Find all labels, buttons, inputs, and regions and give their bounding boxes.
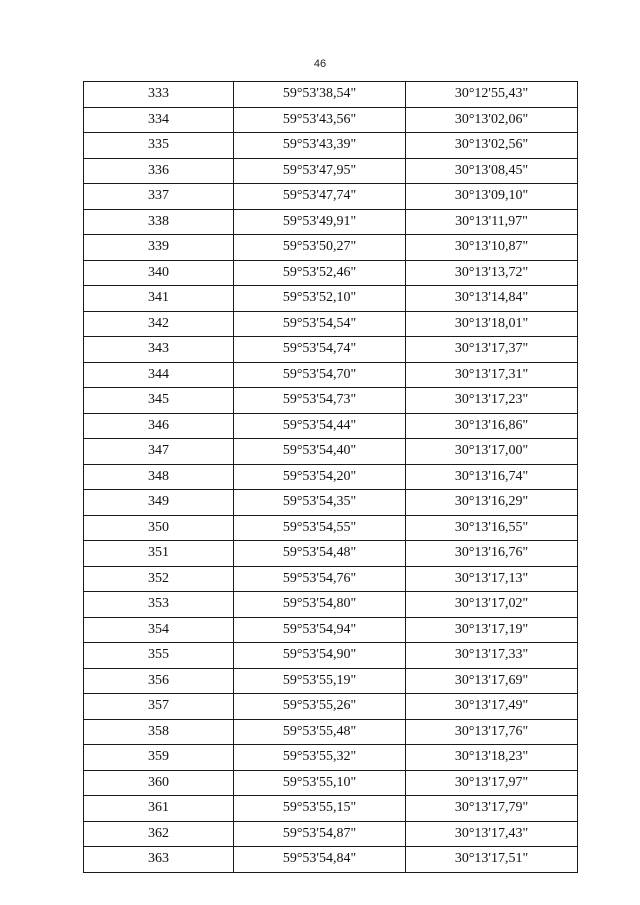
longitude-cell: 30°13'02,06" (406, 107, 578, 133)
longitude-cell: 30°13'17,76" (406, 719, 578, 745)
latitude-cell: 59°53'55,26" (234, 694, 406, 720)
table-row (84, 158, 578, 184)
longitude-cell: 30°13'17,43" (406, 821, 578, 847)
point-number: 353 (84, 592, 234, 618)
latitude-cell: 59°53'54,76" (234, 566, 406, 592)
longitude-cell: 30°13'17,33" (406, 643, 578, 669)
point-number: 346 (84, 413, 234, 439)
latitude-cell: 59°53'54,44" (234, 413, 406, 439)
point-number: 362 (84, 821, 234, 847)
longitude-cell: 30°13'18,23" (406, 745, 578, 771)
longitude-cell: 30°13'17,97" (406, 770, 578, 796)
point-number: 336 (84, 158, 234, 184)
longitude-cell: 30°13'16,55" (406, 515, 578, 541)
table-row (84, 770, 578, 796)
longitude-cell: 30°13'17,00" (406, 439, 578, 465)
page-number: 46 (313, 58, 327, 70)
table-row (84, 592, 578, 618)
latitude-cell: 59°53'54,84" (234, 847, 406, 873)
table-row (84, 541, 578, 567)
latitude-cell: 59°53'55,10" (234, 770, 406, 796)
longitude-cell: 30°13'14,84" (406, 286, 578, 312)
longitude-cell: 30°13'09,10" (406, 184, 578, 210)
latitude-cell: 59°53'52,46" (234, 260, 406, 286)
latitude-cell: 59°53'55,15" (234, 796, 406, 822)
longitude-cell: 30°13'17,49" (406, 694, 578, 720)
table-row (84, 643, 578, 669)
point-number: 363 (84, 847, 234, 873)
latitude-cell: 59°53'38,54" (234, 82, 406, 108)
latitude-cell: 59°53'54,54" (234, 311, 406, 337)
longitude-cell: 30°13'16,86" (406, 413, 578, 439)
table-row (84, 362, 578, 388)
point-number: 354 (84, 617, 234, 643)
coordinates-table (83, 81, 578, 873)
latitude-cell: 59°53'54,80" (234, 592, 406, 618)
latitude-cell: 59°53'47,95" (234, 158, 406, 184)
longitude-cell: 30°13'02,56" (406, 133, 578, 159)
latitude-cell: 59°53'54,94" (234, 617, 406, 643)
table-row (84, 719, 578, 745)
longitude-cell: 30°13'17,51" (406, 847, 578, 873)
longitude-cell: 30°13'16,74" (406, 464, 578, 490)
table-row (84, 566, 578, 592)
longitude-cell: 30°12'55,43" (406, 82, 578, 108)
longitude-cell: 30°13'10,87" (406, 235, 578, 261)
point-number: 333 (84, 82, 234, 108)
point-number: 351 (84, 541, 234, 567)
table-row (84, 388, 578, 414)
table-row (84, 745, 578, 771)
latitude-cell: 59°53'55,19" (234, 668, 406, 694)
latitude-cell: 59°53'54,87" (234, 821, 406, 847)
table-row (84, 668, 578, 694)
table-row (84, 82, 578, 108)
latitude-cell: 59°53'54,20" (234, 464, 406, 490)
point-number: 352 (84, 566, 234, 592)
table-row (84, 796, 578, 822)
latitude-cell: 59°53'43,39" (234, 133, 406, 159)
table-row (84, 235, 578, 261)
table-row (84, 490, 578, 516)
longitude-cell: 30°13'17,02" (406, 592, 578, 618)
point-number: 358 (84, 719, 234, 745)
table-row (84, 617, 578, 643)
table-row (84, 694, 578, 720)
latitude-cell: 59°53'54,48" (234, 541, 406, 567)
table-row (84, 209, 578, 235)
longitude-cell: 30°13'17,19" (406, 617, 578, 643)
table-row (84, 439, 578, 465)
point-number: 338 (84, 209, 234, 235)
point-number: 361 (84, 796, 234, 822)
table-row (84, 184, 578, 210)
point-number: 355 (84, 643, 234, 669)
table-row (84, 286, 578, 312)
latitude-cell: 59°53'55,32" (234, 745, 406, 771)
point-number: 347 (84, 439, 234, 465)
latitude-cell: 59°53'54,73" (234, 388, 406, 414)
longitude-cell: 30°13'17,69" (406, 668, 578, 694)
latitude-cell: 59°53'49,91" (234, 209, 406, 235)
longitude-cell: 30°13'17,13" (406, 566, 578, 592)
point-number: 359 (84, 745, 234, 771)
table-row (84, 847, 578, 873)
longitude-cell: 30°13'17,37" (406, 337, 578, 363)
latitude-cell: 59°53'54,40" (234, 439, 406, 465)
longitude-cell: 30°13'11,97" (406, 209, 578, 235)
longitude-cell: 30°13'17,23" (406, 388, 578, 414)
table-row (84, 464, 578, 490)
point-number: 360 (84, 770, 234, 796)
longitude-cell: 30°13'16,76" (406, 541, 578, 567)
latitude-cell: 59°53'50,27" (234, 235, 406, 261)
table-row (84, 133, 578, 159)
longitude-cell: 30°13'16,29" (406, 490, 578, 516)
point-number: 345 (84, 388, 234, 414)
point-number: 337 (84, 184, 234, 210)
table-row (84, 337, 578, 363)
longitude-cell: 30°13'18,01" (406, 311, 578, 337)
latitude-cell: 59°53'54,55" (234, 515, 406, 541)
point-number: 344 (84, 362, 234, 388)
point-number: 349 (84, 490, 234, 516)
point-number: 342 (84, 311, 234, 337)
table-row (84, 260, 578, 286)
latitude-cell: 59°53'47,74" (234, 184, 406, 210)
longitude-cell: 30°13'17,31" (406, 362, 578, 388)
latitude-cell: 59°53'54,90" (234, 643, 406, 669)
point-number: 339 (84, 235, 234, 261)
table-row (84, 107, 578, 133)
table-row (84, 311, 578, 337)
table-row (84, 821, 578, 847)
longitude-cell: 30°13'13,72" (406, 260, 578, 286)
point-number: 357 (84, 694, 234, 720)
latitude-cell: 59°53'43,56" (234, 107, 406, 133)
latitude-cell: 59°53'54,35" (234, 490, 406, 516)
longitude-cell: 30°13'17,79" (406, 796, 578, 822)
point-number: 334 (84, 107, 234, 133)
point-number: 335 (84, 133, 234, 159)
latitude-cell: 59°53'54,70" (234, 362, 406, 388)
latitude-cell: 59°53'54,74" (234, 337, 406, 363)
coordinates-table-body (84, 82, 578, 873)
latitude-cell: 59°53'55,48" (234, 719, 406, 745)
point-number: 340 (84, 260, 234, 286)
point-number: 343 (84, 337, 234, 363)
table-row (84, 515, 578, 541)
table-row (84, 413, 578, 439)
longitude-cell: 30°13'08,45" (406, 158, 578, 184)
point-number: 341 (84, 286, 234, 312)
point-number: 350 (84, 515, 234, 541)
point-number: 348 (84, 464, 234, 490)
latitude-cell: 59°53'52,10" (234, 286, 406, 312)
point-number: 356 (84, 668, 234, 694)
